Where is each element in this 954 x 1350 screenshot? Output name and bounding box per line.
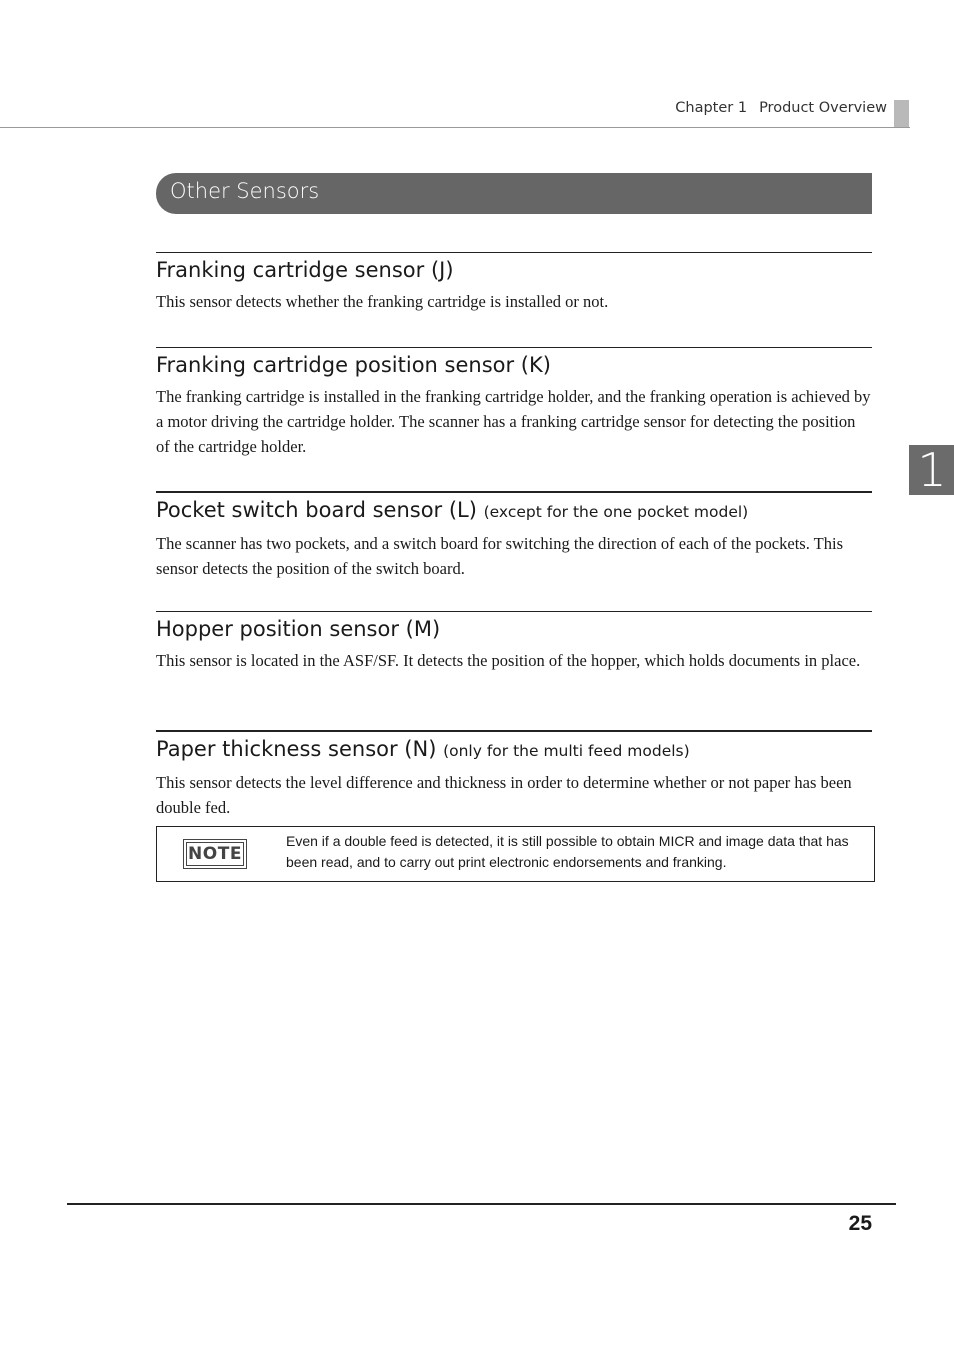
section-title: [156, 615, 872, 643]
header-title: Product Overview: [759, 100, 887, 116]
chapter-side-tab: 1: [909, 445, 954, 495]
header-tab-marker: [894, 100, 909, 127]
section-rule: [156, 347, 872, 348]
section-paper-thickness-sensor: [156, 730, 872, 820]
section-body: This sensor detects the level difference and thickness in order to determine whether or not paper has been double fed.: [156, 773, 852, 817]
section-banner: [156, 173, 872, 214]
section-body: This sensor detects whether the franking cartridge is installed or not.: [156, 292, 609, 311]
section-title: [156, 496, 872, 526]
header-chapter: Chapter 1: [675, 100, 748, 116]
section-franking-cartridge-position-sensor: [156, 347, 872, 459]
section-rule: [156, 611, 872, 612]
section-rule: [156, 252, 872, 253]
running-header: [675, 100, 887, 116]
section-subtitle: (except for the one pocket model): [483, 503, 749, 521]
section-body: The franking cartridge is installed in the franking cartridge holder, and the franking operation is achieved by a motor driving the cartridge holder. The scanner has a franking cartridge sensor for detecting the position of the cartridge holder.: [156, 387, 871, 456]
section-franking-cartridge-sensor: [156, 252, 872, 314]
note-text: Even if a double feed is detected, it is still possible to obtain MICR and image data that has been read, and to carry out print electronic endorsements and franking.: [286, 833, 849, 870]
note-icon: [183, 839, 247, 869]
section-subtitle: (only for the multi feed models): [443, 742, 690, 760]
section-body: The scanner has two pockets, and a switch board for switching the direction of each of the pockets. This sensor detects the position of the switch board.: [156, 534, 843, 578]
note-badge-label: NOTE: [186, 842, 244, 866]
section-title: [156, 256, 872, 284]
section-heading: Franking cartridge position sensor (K): [156, 353, 551, 377]
section-title: [156, 351, 872, 379]
page-header: [0, 0, 954, 130]
section-heading: Pocket switch board sensor (L): [156, 498, 477, 522]
section-heading: Paper thickness sensor (N): [156, 737, 437, 761]
banner-title: Other Sensors: [170, 179, 320, 203]
section-pocket-switch-board-sensor: [156, 491, 872, 581]
section-body: This sensor is located in the ASF/SF. It detects the position of the hopper, which holds documents in place.: [156, 651, 861, 670]
section-heading: Hopper position sensor (M): [156, 617, 441, 641]
note-box: [156, 826, 875, 882]
section-heading: Franking cartridge sensor (J): [156, 258, 454, 282]
section-rule: [156, 491, 872, 493]
footer-rule: [67, 1203, 896, 1205]
header-rule: [0, 127, 910, 128]
section-hopper-position-sensor: [156, 611, 872, 673]
section-rule: [156, 730, 872, 732]
page-number: 25: [848, 1212, 872, 1235]
section-title: [156, 735, 872, 765]
